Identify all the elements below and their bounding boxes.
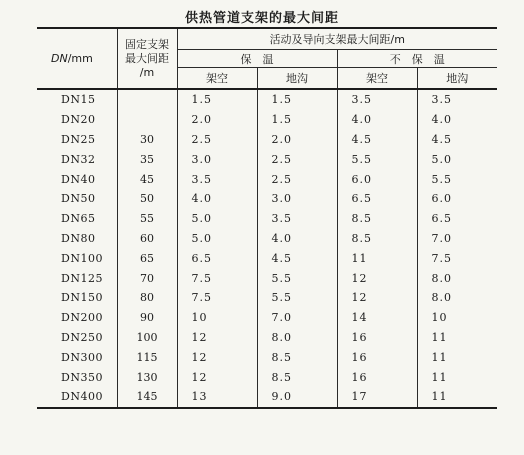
insulated-overhead-header: 架空: [177, 68, 257, 90]
unins-trench-cell: 3.5: [417, 89, 497, 110]
ins-overhead-cell: 13: [177, 387, 257, 408]
ins-trench-cell: 1.5: [257, 89, 337, 110]
unins-trench-cell: 11: [417, 387, 497, 408]
ins-overhead-cell: 2.0: [177, 110, 257, 130]
ins-overhead-cell: 7.5: [177, 268, 257, 288]
ins-trench-cell: 2.5: [257, 169, 337, 189]
unins-trench-cell: 10: [417, 308, 497, 328]
unins-trench-cell: 11: [417, 347, 497, 367]
ins-overhead-cell: 1.5: [177, 89, 257, 110]
ins-trench-cell: 5.5: [257, 288, 337, 308]
ins-trench-cell: 3.0: [257, 189, 337, 209]
movable-support-header: 活动及导向支架最大间距/m: [177, 28, 497, 50]
unins-trench-cell: 4.0: [417, 110, 497, 130]
dn-cell: DN40: [61, 172, 96, 186]
ins-trench-cell: 2.5: [257, 149, 337, 169]
dn-cell: DN400: [37, 387, 117, 408]
table-row: [37, 169, 497, 189]
ins-overhead-cell: 5.0: [177, 209, 257, 229]
unins-overhead-cell: 16: [337, 347, 417, 367]
ins-overhead-cell: 12: [177, 347, 257, 367]
fixed-cell: [117, 89, 177, 110]
fixed-cell: 90: [117, 308, 177, 328]
unins-overhead-cell: 4.5: [337, 130, 417, 150]
unins-overhead-cell: 11: [337, 248, 417, 268]
ins-trench-cell: 8.0: [257, 328, 337, 348]
dn-cell: DN32: [61, 152, 96, 166]
fixed-cell: 45: [117, 169, 177, 189]
dn-header-prefix: DN: [51, 52, 68, 65]
unins-overhead-cell: 14: [337, 308, 417, 328]
dn-cell: DN200: [61, 311, 103, 325]
dn-cell: DN100: [61, 251, 103, 265]
fixed-cell: 130: [117, 367, 177, 387]
ins-overhead-cell: 7.5: [177, 288, 257, 308]
fixed-cell: 65: [117, 248, 177, 268]
ins-trench-cell: 8.5: [257, 347, 337, 367]
ins-trench-cell: 3.5: [257, 209, 337, 229]
ins-overhead-cell: 2.5: [177, 130, 257, 150]
fixed-cell: 55: [117, 209, 177, 229]
table-row: [37, 149, 497, 169]
fixed-header-line1: 固定支架: [125, 37, 169, 51]
table-row: [37, 367, 497, 387]
ins-overhead-cell: 3.0: [177, 149, 257, 169]
ins-overhead-cell: 4.0: [177, 189, 257, 209]
fixed-cell: 70: [117, 268, 177, 288]
fixed-cell: 30: [117, 130, 177, 150]
unins-trench-cell: 7.5: [417, 248, 497, 268]
unins-overhead-cell: 16: [337, 367, 417, 387]
table-row: [37, 209, 497, 229]
unins-trench-cell: 11: [417, 328, 497, 348]
fixed-cell: 145: [117, 387, 177, 408]
dn-cell: DN250: [61, 330, 103, 344]
ins-trench-cell: 2.0: [257, 130, 337, 150]
table-row: [37, 328, 497, 348]
dn-cell: DN20: [61, 113, 96, 127]
fixed-cell: 100: [117, 328, 177, 348]
uninsulated-header: 不 保 温: [337, 50, 497, 68]
unins-trench-cell: 5.0: [417, 149, 497, 169]
dn-cell: DN125: [61, 271, 103, 285]
dn-cell: DN150: [61, 291, 103, 305]
unins-overhead-cell: 5.5: [337, 149, 417, 169]
ins-trench-cell: 4.5: [257, 248, 337, 268]
unins-overhead-cell: 6.5: [337, 189, 417, 209]
table-row: [37, 229, 497, 249]
unins-overhead-cell: 6.0: [337, 169, 417, 189]
unins-trench-cell: 6.5: [417, 209, 497, 229]
unins-trench-cell: 5.5: [417, 169, 497, 189]
dn-cell: DN50: [61, 192, 96, 206]
table-row: [37, 89, 497, 110]
insulated-header: 保 温: [177, 50, 337, 68]
table-body: [37, 89, 497, 408]
fixed-cell: 35: [117, 149, 177, 169]
unins-trench-cell: 11: [417, 367, 497, 387]
ins-trench-cell: 8.5: [257, 367, 337, 387]
ins-trench-cell: 4.0: [257, 229, 337, 249]
table-row: [37, 248, 497, 268]
ins-overhead-cell: 6.5: [177, 248, 257, 268]
dn-cell: DN15: [61, 93, 96, 107]
table-row: [37, 308, 497, 328]
dn-column-header: [37, 28, 117, 89]
fixed-support-header: [117, 28, 177, 89]
insulated-trench-header: 地沟: [257, 68, 337, 90]
ins-trench-cell: 7.0: [257, 308, 337, 328]
unins-trench-cell: 8.0: [417, 268, 497, 288]
fixed-header-line3: /m: [139, 65, 155, 79]
fixed-cell: 50: [117, 189, 177, 209]
unins-trench-cell: 7.0: [417, 229, 497, 249]
ins-overhead-cell: 5.0: [177, 229, 257, 249]
unins-overhead-cell: 4.0: [337, 110, 417, 130]
ins-overhead-cell: 12: [177, 328, 257, 348]
dn-cell: DN80: [61, 231, 96, 245]
fixed-cell: 80: [117, 288, 177, 308]
table-row: [37, 268, 497, 288]
table-row: [37, 189, 497, 209]
unins-overhead-cell: 8.5: [337, 209, 417, 229]
unins-trench-cell: 4.5: [417, 130, 497, 150]
ins-overhead-cell: 3.5: [177, 169, 257, 189]
ins-trench-cell: 1.5: [257, 110, 337, 130]
support-spacing-table: [37, 27, 497, 409]
unins-overhead-cell: 12: [337, 288, 417, 308]
dn-cell: DN300: [61, 350, 103, 364]
unins-overhead-cell: 16: [337, 328, 417, 348]
ins-overhead-cell: 10: [177, 308, 257, 328]
fixed-cell: [117, 110, 177, 130]
table-row: [37, 110, 497, 130]
unins-overhead-cell: 17: [337, 387, 417, 408]
unins-trench-cell: 6.0: [417, 189, 497, 209]
table-row: [37, 387, 497, 408]
dn-header-unit: /mm: [67, 52, 93, 65]
dn-cell: DN350: [61, 370, 103, 384]
ins-trench-cell: 5.5: [257, 268, 337, 288]
unins-overhead-cell: 12: [337, 268, 417, 288]
uninsulated-trench-header: 地沟: [417, 68, 497, 90]
fixed-cell: 60: [117, 229, 177, 249]
ins-trench-cell: 9.0: [257, 387, 337, 408]
table-title: 供热管道支架的最大间距: [184, 11, 339, 26]
unins-overhead-cell: 3.5: [337, 89, 417, 110]
dn-cell: DN65: [61, 212, 96, 226]
unins-overhead-cell: 8.5: [337, 229, 417, 249]
table-row: [37, 288, 497, 308]
table-row: [37, 130, 497, 150]
uninsulated-overhead-header: 架空: [337, 68, 417, 90]
unins-trench-cell: 8.0: [417, 288, 497, 308]
ins-overhead-cell: 12: [177, 367, 257, 387]
dn-cell: DN25: [61, 132, 96, 146]
fixed-header-line2: 最大间距: [125, 51, 169, 65]
fixed-cell: 115: [117, 347, 177, 367]
table-row: [37, 347, 497, 367]
